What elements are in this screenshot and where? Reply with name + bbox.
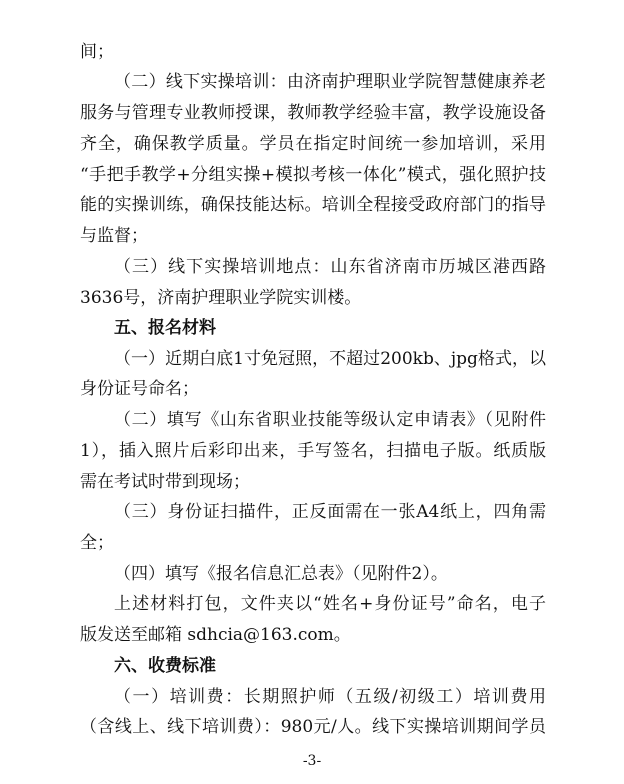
paragraph-line: （三）线下实操培训地点：山东省济南市历城区港西路 [114,257,546,277]
section-heading: 六、收费标准 [114,656,216,676]
page-number: -3- [302,753,322,769]
paragraph-line: 需在考试时带到现场； [80,472,250,492]
paragraph-line: （四）填写《报名信息汇总表》（见附件2）。 [114,564,448,584]
paragraph-line: 能的实操训练，确保技能达标。培训全程接受政府部门的指导 [80,195,546,215]
paragraph-line: 1），插入照片后彩印出来，手写签名，扫描电子版。纸质版 [80,441,546,461]
paragraph-line: （含线上、线下培训费）：980元/人。线下实操培训期间学员 [80,717,546,737]
paragraph-line: （一）培训费：长期照护师（五级/初级工）培训费用 [114,687,546,707]
paragraph-line: 3636号，济南护理职业学院实训楼。 [80,288,362,308]
paragraph-line: 身份证号命名； [80,379,199,399]
paragraph-line: （一）近期白底1寸免冠照，不超过200kb、jpg格式，以 [114,349,546,369]
paragraph-line: 上述材料打包，文件夹以“姓名+身份证号”命名，电子 [114,594,546,614]
paragraph-line: “手把手教学+分组实操+模拟考核一体化”模式，强化照护技 [80,165,546,185]
paragraph-line: 与监督； [80,226,148,246]
paragraph-line: 间； [80,42,114,62]
section-heading: 五、报名材料 [114,318,216,338]
paragraph-line: （二）填写《山东省职业技能等级认定申请表》（见附件 [114,410,546,430]
paragraph-line: 齐全，确保教学质量。学员在指定时间统一参加培训，采用 [80,134,546,154]
paragraph-line: 版发送至邮箱 sdhcia@163.com。 [80,625,351,645]
paragraph-line: （二）线下实操培训：由济南护理职业学院智慧健康养老 [114,72,546,92]
paragraph-line: 全； [80,533,114,553]
paragraph-line: 服务与管理专业教师授课，教师教学经验丰富，教学设施设备 [80,103,546,123]
paragraph-line: （三）身份证扫描件，正反面需在一张A4纸上，四角需 [114,502,546,522]
